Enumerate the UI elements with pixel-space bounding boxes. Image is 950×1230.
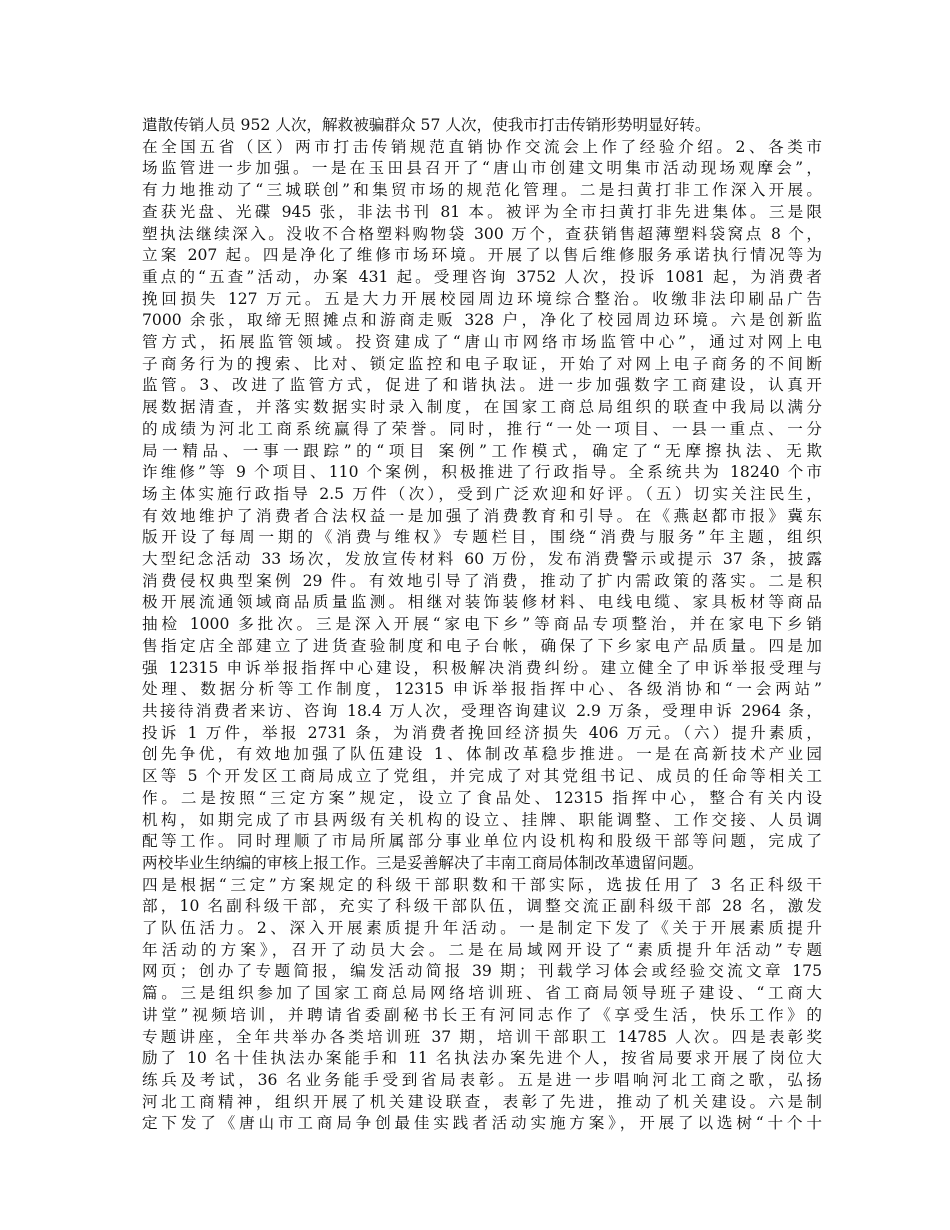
text-line: 查获光盘、光碟 945 张，非法书刊 81 本。被评为全市扫黄打非先进集体。三是限 <box>142 202 822 221</box>
text-line: 展数据清查，并落实数据实时录入制度，在国家工商总局组织的联查中我局以满分 <box>142 398 822 417</box>
text-line: 了队伍活力。2、深入开展素质提升年活动。一是制定下发了《关于开展素质提升 <box>142 919 822 938</box>
text-line: 版开设了每周一期的《消费与维权》专题栏目，围绕“消费与服务”年主题，组织 <box>142 528 822 547</box>
text-line: 局一精品、一事一跟踪”的“项目 案例”工作模式，确定了“无摩擦执法、无欺 <box>142 441 822 460</box>
text-line: 的成绩为河北工商系统赢得了荣誉。同时，推行“一处一项目、一县一重点、一分 <box>142 419 822 438</box>
text-line: 有效地维护了消费者合法权益一是加强了消费教育和引导。在《燕赵都市报》冀东 <box>142 506 822 525</box>
text-line: 篇。三是组织参加了国家工商总局网络培训班、省工商局领导班子建设、“工商大 <box>142 984 822 1003</box>
text-line: 创先争优，有效地加强了队伍建设 1、体制改革稳步推进。一是在高新技术产业园 <box>142 745 822 764</box>
text-line: 大型纪念活动 33 场次，发放宣传材料 60 万份，发布消费警示或提示 37 条，披露 <box>142 550 822 569</box>
text-line: 年活动的方案》，召开了动员大会。二是在局域网开设了“素质提升年活动”专题 <box>142 940 822 959</box>
text-line: 极开展流通领域商品质量监测。相继对装饰装修材料、电线电缆、家具板材等商品 <box>142 593 822 612</box>
text-line: 练兵及考试，36 名业务能手受到省局表彰。五是进一步唱响河北工商之歌，弘扬 <box>142 1070 822 1089</box>
text-line: 定下发了《唐山市工商局争创最佳实践者活动实施方案》，开展了以选树“十个十 <box>142 1114 822 1133</box>
text-line: 机构，如期完成了市县两级有关机构的设立、挂牌、职能调整、工作交接、人员调 <box>142 810 822 829</box>
body-text <box>142 115 822 1135</box>
text-line: 消费侵权典型案例 29 件。有效地引导了消费，推动了扩内需政策的落实。二是积 <box>142 571 822 590</box>
text-line: 遣散传销人员 952 人次，解救被骗群众 57 人次，使我市打击传销形势明显好转。 <box>142 116 711 134</box>
text-line: 有力地推动了“三城联创”和集贸市场的规范化管理。二是扫黄打非工作深入开展。 <box>142 181 822 200</box>
text-line: 诈维修”等 9 个项目、110 个案例，积极推进了行政指导。全系统共为 18240 个市 <box>142 463 822 482</box>
text-line: 作。二是按照“三定方案”规定，设立了食品处、12315 指挥中心，整合有关内设 <box>142 788 822 807</box>
text-line: 监管。3、改进了监管方式，促进了和谐执法。进一步加强数字工商建设，认真开 <box>142 376 822 395</box>
text-line: 强 12315 申诉举报指挥中心建设，积极解决消费纠纷。建立健全了申诉举报受理与 <box>142 658 822 677</box>
text-line: 塑执法继续深入。没收不合格塑料购物袋 300 万个，查获销售超薄塑料袋窝点 8 个， <box>142 224 822 243</box>
text-line: 专题讲座，全年共举办各类培训班 37 期，培训干部职工 14785 人次。四是表彰奖 <box>142 1027 822 1046</box>
text-line: 场主体实施行政指导 2.5 万件（次），受到广泛欢迎和好评。（五）切实关注民生， <box>142 484 822 503</box>
text-line: 两校毕业生纳编的审核上报工作。三是妥善解决了丰南工商局体制改革遗留问题。 <box>142 853 704 872</box>
text-line: 网页；创办了专题简报，编发活动简报 39 期；刊载学习体会或经验交流文章 175 <box>142 962 822 981</box>
text-line: 在全国五省（区）两市打击传销规范直销协作交流会上作了经验介绍。2、各类市 <box>142 137 822 156</box>
text-line: 励了 10 名十佳执法办案能手和 11 名执法办案先进个人，按省局要求开展了岗位大 <box>142 1049 822 1068</box>
text-line: 处理、数据分析等工作制度，12315 申诉举报指挥中心、各级消协和“一会两站” <box>142 680 822 699</box>
text-line: 售指定店全部建立了进货查验制度和电子台帐，确保了下乡家电产品质量。四是加 <box>142 636 822 655</box>
text-line: 部，10 名副科级干部，充实了科级干部队伍，调整交流正副科级干部 28 名，激发 <box>142 897 822 916</box>
text-line: 共接待消费者来访、咨询 18.4 万人次，受理咨询建议 2.9 万条，受理申诉 2964 条， <box>142 701 822 720</box>
text-line: 四是根据“三定”方案规定的科级干部职数和干部实际，选拔任用了 3 名正科级干 <box>142 875 822 894</box>
text-line: 管方式，拓展监管领域。投资建成了“唐山市网络市场监管中心”，通过对网上电 <box>142 333 822 352</box>
text-line: 挽回损失 127 万元。五是大力开展校园周边环境综合整治。收缴非法印刷品广告 <box>142 289 822 308</box>
text-line: 配等工作。同时理顺了市局所属部分事业单位内设机构和股级干部等问题，完成了 <box>142 832 822 851</box>
text-line: 抽检 1000 多批次。三是深入开展“家电下乡”等商品专项整治，并在家电下乡销 <box>142 615 822 634</box>
text-line: 讲堂”视频培训，并聘请省委副秘书长王有河同志作了《享受生活，快乐工作》的 <box>142 1005 822 1024</box>
text-line: 7000 余张，取缔无照摊点和游商走贩 328 户，净化了校园周边环境。六是创新监 <box>142 311 822 330</box>
text-line: 投诉 1 万件，举报 2731 条，为消费者挽回经济损失 406 万元。（六）提升素质， <box>142 723 822 742</box>
text-line: 场监管进一步加强。一是在玉田县召开了“唐山市创建文明集市活动现场观摩会”， <box>142 159 822 178</box>
text-line: 河北工商精神，组织开展了机关建设联查，表彰了先进，推动了机关建设。六是制 <box>142 1092 822 1111</box>
text-line: 重点的“五查”活动，办案 431 起。受理咨询 3752 人次，投诉 1081 起，为消费者 <box>142 267 822 286</box>
text-line: 区等 5 个开发区工商局成立了党组，并完成了对其党组书记、成员的任命等相关工 <box>142 767 822 786</box>
text-line: 子商务行为的搜索、比对、锁定监控和电子取证，开始了对网上电子商务的不间断 <box>142 354 822 373</box>
text-line: 立案 207 起。四是净化了维修市场环境。开展了以售后维修服务承诺执行情况等为 <box>142 246 822 265</box>
